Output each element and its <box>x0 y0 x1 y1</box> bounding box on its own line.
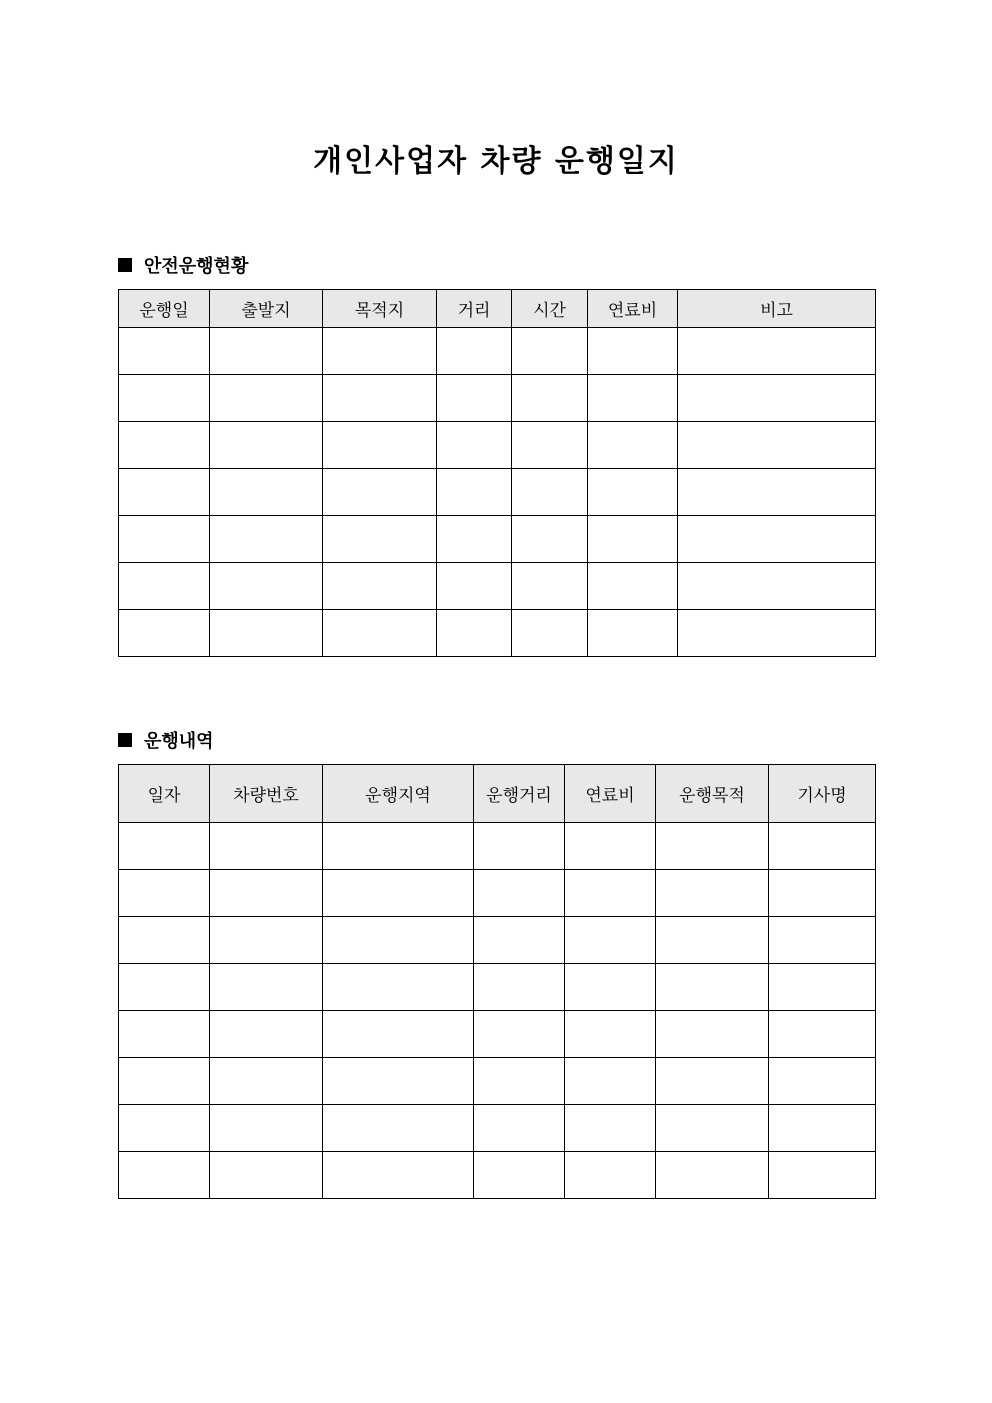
table-row <box>119 964 876 1011</box>
table-cell[interactable] <box>210 563 323 610</box>
column-header: 연료비 <box>588 290 678 328</box>
table-row <box>119 870 876 917</box>
table-cell[interactable] <box>588 563 678 610</box>
table-cell[interactable] <box>119 964 210 1011</box>
section-heading-driving <box>118 727 214 753</box>
table-cell[interactable] <box>656 823 769 870</box>
table-cell[interactable] <box>210 516 323 563</box>
table-cell[interactable] <box>656 964 769 1011</box>
section-heading-driving-label: 운행내역 <box>144 731 214 752</box>
table-cell[interactable] <box>437 516 512 563</box>
table-cell[interactable] <box>323 375 437 422</box>
table-cell[interactable] <box>210 610 323 657</box>
table-cell[interactable] <box>512 563 588 610</box>
table-cell[interactable] <box>588 328 678 375</box>
table-cell[interactable] <box>210 964 323 1011</box>
table-cell[interactable] <box>210 1105 323 1152</box>
column-header: 운행지역 <box>323 765 474 823</box>
table-cell[interactable] <box>210 1152 323 1199</box>
table-cell[interactable] <box>512 422 588 469</box>
table-cell[interactable] <box>565 823 656 870</box>
table-cell[interactable] <box>769 1105 876 1152</box>
table-cell[interactable] <box>323 1058 474 1105</box>
table-cell[interactable] <box>678 563 876 610</box>
square-bullet-icon <box>118 258 132 272</box>
table-cell[interactable] <box>119 823 210 870</box>
table-cell[interactable] <box>474 917 565 964</box>
table-cell[interactable] <box>210 823 323 870</box>
table-cell[interactable] <box>119 1152 210 1199</box>
table-row <box>119 469 876 516</box>
table-cell[interactable] <box>565 1152 656 1199</box>
table-cell[interactable] <box>678 422 876 469</box>
table-cell[interactable] <box>769 1152 876 1199</box>
table-cell[interactable] <box>565 964 656 1011</box>
table-header-row <box>119 765 876 823</box>
table-cell[interactable] <box>474 1152 565 1199</box>
table-cell[interactable] <box>210 1011 323 1058</box>
table-cell[interactable] <box>656 1058 769 1105</box>
table-row <box>119 1058 876 1105</box>
table-cell[interactable] <box>323 610 437 657</box>
table-cell[interactable] <box>437 328 512 375</box>
table-cell[interactable] <box>323 422 437 469</box>
table-cell[interactable] <box>323 328 437 375</box>
table-cell[interactable] <box>323 964 474 1011</box>
table-row <box>119 917 876 964</box>
table-cell[interactable] <box>474 1011 565 1058</box>
column-header: 기사명 <box>769 765 876 823</box>
table-cell[interactable] <box>437 563 512 610</box>
column-header: 목적지 <box>323 290 437 328</box>
table-cell[interactable] <box>210 469 323 516</box>
table-cell[interactable] <box>210 328 323 375</box>
table-cell[interactable] <box>588 375 678 422</box>
column-header: 일자 <box>119 765 210 823</box>
column-header: 비고 <box>678 290 876 328</box>
table-cell[interactable] <box>323 1152 474 1199</box>
table-cell[interactable] <box>323 870 474 917</box>
table-row <box>119 328 876 375</box>
column-header: 출발지 <box>210 290 323 328</box>
table-cell[interactable] <box>656 1152 769 1199</box>
table-row <box>119 563 876 610</box>
table-cell[interactable] <box>119 917 210 964</box>
column-header: 거리 <box>437 290 512 328</box>
table-cell[interactable] <box>437 610 512 657</box>
table-cell[interactable] <box>769 917 876 964</box>
table-cell[interactable] <box>474 870 565 917</box>
table-cell[interactable] <box>119 870 210 917</box>
table-cell[interactable] <box>210 917 323 964</box>
table-cell[interactable] <box>119 328 210 375</box>
table-row <box>119 375 876 422</box>
table-cell[interactable] <box>119 1058 210 1105</box>
table-cell[interactable] <box>437 375 512 422</box>
table-cell[interactable] <box>119 516 210 563</box>
table-cell[interactable] <box>474 823 565 870</box>
column-header: 시간 <box>512 290 588 328</box>
square-bullet-icon <box>118 733 132 747</box>
table-cell[interactable] <box>512 516 588 563</box>
safety-status-table <box>118 289 876 657</box>
table-cell[interactable] <box>512 328 588 375</box>
section-heading-safety-label: 안전운행현황 <box>144 256 249 277</box>
table-cell[interactable] <box>323 516 437 563</box>
table-cell[interactable] <box>769 870 876 917</box>
column-header: 운행거리 <box>474 765 565 823</box>
table-cell[interactable] <box>323 1105 474 1152</box>
table-cell[interactable] <box>210 422 323 469</box>
table-row <box>119 422 876 469</box>
table-cell[interactable] <box>323 1011 474 1058</box>
table-cell[interactable] <box>656 870 769 917</box>
table-cell[interactable] <box>119 469 210 516</box>
table-header-row <box>119 290 876 328</box>
column-header: 연료비 <box>565 765 656 823</box>
table-row <box>119 516 876 563</box>
table-cell[interactable] <box>678 328 876 375</box>
table-cell[interactable] <box>119 1011 210 1058</box>
table-cell[interactable] <box>323 823 474 870</box>
column-header: 운행일 <box>119 290 210 328</box>
column-header: 차량번호 <box>210 765 323 823</box>
table-cell[interactable] <box>512 375 588 422</box>
document-title: 개인사업자 차량 운행일지 <box>313 144 679 179</box>
table-cell[interactable] <box>769 823 876 870</box>
table-cell[interactable] <box>119 422 210 469</box>
table-cell[interactable] <box>565 1058 656 1105</box>
table-cell[interactable] <box>323 469 437 516</box>
table-cell[interactable] <box>119 563 210 610</box>
table-row <box>119 823 876 870</box>
table-row <box>119 1152 876 1199</box>
table-cell[interactable] <box>437 469 512 516</box>
table-cell[interactable] <box>769 1058 876 1105</box>
table-cell[interactable] <box>210 1058 323 1105</box>
table-row <box>119 610 876 657</box>
table-cell[interactable] <box>678 610 876 657</box>
table-cell[interactable] <box>210 375 323 422</box>
table-cell[interactable] <box>474 964 565 1011</box>
table-cell[interactable] <box>678 469 876 516</box>
table-cell[interactable] <box>588 469 678 516</box>
table-cell[interactable] <box>678 516 876 563</box>
driving-record-table <box>118 764 876 1199</box>
table-cell[interactable] <box>588 516 678 563</box>
table-cell[interactable] <box>769 1011 876 1058</box>
section-heading-safety <box>118 252 248 278</box>
table-cell[interactable] <box>678 375 876 422</box>
table-cell[interactable] <box>565 870 656 917</box>
table-cell[interactable] <box>323 563 437 610</box>
table-row <box>119 1011 876 1058</box>
table-cell[interactable] <box>656 1011 769 1058</box>
table-row <box>119 1105 876 1152</box>
table-cell[interactable] <box>210 870 323 917</box>
table-cell[interactable] <box>323 917 474 964</box>
table-cell[interactable] <box>565 1011 656 1058</box>
table-cell[interactable] <box>588 422 678 469</box>
table-cell[interactable] <box>119 1105 210 1152</box>
table-cell[interactable] <box>119 375 210 422</box>
table-cell[interactable] <box>437 422 512 469</box>
table-cell[interactable] <box>656 917 769 964</box>
table-cell[interactable] <box>565 917 656 964</box>
table-cell[interactable] <box>474 1105 565 1152</box>
table-cell[interactable] <box>656 1105 769 1152</box>
table-cell[interactable] <box>512 469 588 516</box>
table-cell[interactable] <box>474 1058 565 1105</box>
table-cell[interactable] <box>119 610 210 657</box>
table-cell[interactable] <box>769 964 876 1011</box>
column-header: 운행목적 <box>656 765 769 823</box>
table-cell[interactable] <box>565 1105 656 1152</box>
table-cell[interactable] <box>512 610 588 657</box>
table-cell[interactable] <box>588 610 678 657</box>
